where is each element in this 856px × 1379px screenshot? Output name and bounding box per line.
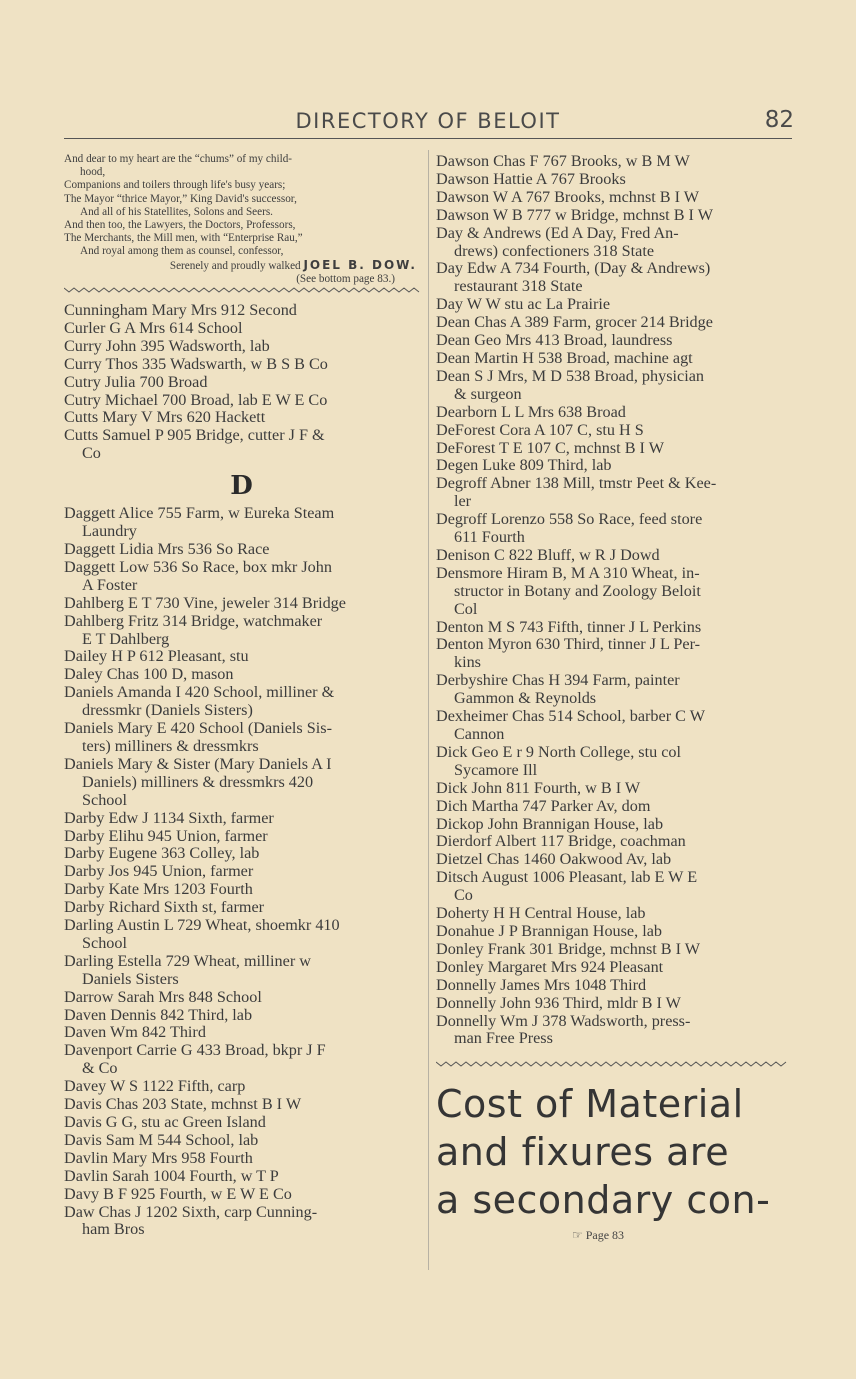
- directory-entry: [436, 905, 790, 923]
- entry-text: Dean S J Mrs, M D 538 Broad, physician: [436, 366, 704, 385]
- entry-text: Degen Luke 809 Third, lab: [436, 456, 612, 475]
- entry-text: Davenport Carrie G 433 Broad, bkpr J F: [64, 1041, 326, 1060]
- directory-entry: [436, 171, 790, 189]
- directory-entry: [64, 1078, 421, 1096]
- entry-text: Darby Eugene 363 Colley, lab: [64, 844, 260, 863]
- directory-entry: [64, 1042, 421, 1078]
- directory-list-d: [64, 505, 421, 1239]
- entry-text: Cutts Samuel P 905 Bridge, cutter J F &: [64, 426, 325, 445]
- entry-text: Daven Wm 842 Third: [64, 1023, 206, 1042]
- section-letter: D: [230, 471, 255, 502]
- poem-line: hood,: [80, 166, 106, 179]
- page-title: DIRECTORY OF BELOIT: [295, 109, 561, 133]
- directory-entry: [436, 636, 790, 672]
- entry-continuation: man Free Press: [454, 1029, 553, 1048]
- directory-entry: [64, 863, 421, 881]
- poem-line: And dear to my heart are the “chums” of my child-: [64, 153, 293, 165]
- entry-text: Daniels Mary & Sister (Mary Daniels A I: [64, 754, 332, 773]
- poem-line: The Mayor “thrice Mayor,” King David's successor,: [64, 192, 297, 205]
- entry-text: Dierdorf Albert 117 Bridge, coachman: [436, 832, 686, 851]
- entry-text: Dahlberg E T 730 Vine, jeweler 314 Bridge: [64, 593, 346, 612]
- entry-continuation: Daniels) milliners & dressmkrs 420: [82, 772, 314, 791]
- right-column: [436, 153, 790, 1243]
- entry-continuation: School: [82, 933, 127, 952]
- entry-text: Dailey H P 612 Pleasant, stu: [64, 647, 249, 666]
- entry-continuation: & Co: [82, 1059, 118, 1078]
- entry-continuation: restaurant 318 State: [454, 277, 583, 296]
- entry-text: Darby Kate Mrs 1203 Fourth: [64, 880, 253, 899]
- directory-entry: [64, 881, 421, 899]
- entry-text: Dearborn L L Mrs 638 Broad: [436, 402, 626, 421]
- entry-text: Daniels Mary E 420 School (Daniels Sis-: [64, 719, 332, 738]
- entry-text: Daggett Low 536 So Race, box mkr John: [64, 557, 332, 576]
- entry-continuation: Cannon: [454, 725, 505, 743]
- entry-text: Darby Edw J 1134 Sixth, farmer: [64, 808, 274, 827]
- entry-text: Darby Elihu 945 Union, farmer: [64, 826, 268, 845]
- directory-entry: [64, 595, 421, 613]
- entry-text: DeForest T E 107 C, mchnst B I W: [436, 438, 664, 457]
- directory-entry: [64, 1024, 421, 1042]
- directory-entry: [64, 1096, 421, 1114]
- entry-continuation: Co: [82, 444, 101, 463]
- directory-entry: [64, 1007, 421, 1025]
- entry-text: Daven Dennis 842 Third, lab: [64, 1005, 253, 1024]
- entry-text: Donnelly James Mrs 1048 Third: [436, 975, 647, 994]
- directory-entry: [436, 350, 790, 368]
- signature-prefix: Serenely and proudly walked: [169, 259, 301, 272]
- entry-text: Daggett Alice 755 Farm, w Eureka Steam: [64, 504, 335, 523]
- entry-text: Dick Geo E r 9 North College, stu col: [436, 742, 682, 761]
- directory-entry: [436, 547, 790, 565]
- entry-text: Day W W stu ac La Prairie: [436, 295, 611, 314]
- entry-text: Daw Chas J 1202 Sixth, carp Cunning-: [64, 1202, 318, 1221]
- entry-continuation: Daniels Sisters: [82, 969, 179, 988]
- entry-text: Dietzel Chas 1460 Oakwood Av, lab: [436, 850, 672, 869]
- entry-text: Davy B F 925 Fourth, w E W E Co: [64, 1184, 292, 1203]
- entry-text: Davis Chas 203 State, mchnst B I W: [64, 1095, 302, 1114]
- directory-entry: [436, 511, 790, 547]
- poem-note: (See bottom page 83.): [296, 272, 395, 285]
- entry-continuation: dressmkr (Daniels Sisters): [82, 701, 253, 720]
- directory-entry: [436, 457, 790, 475]
- directory-entry: [436, 941, 790, 959]
- entry-text: Daniels Amanda I 420 School, milliner &: [64, 683, 335, 702]
- directory-entry: [64, 1132, 421, 1150]
- poem-line: And royal among them as counsel, confessor,: [80, 245, 284, 258]
- directory-entry: [436, 619, 790, 637]
- directory-entry: [64, 338, 421, 356]
- entry-text: Derbyshire Chas H 394 Farm, painter: [436, 671, 680, 690]
- entry-text: Curry Thos 335 Wadswarth, w B S B Co: [64, 354, 328, 373]
- entry-text: Donley Margaret Mrs 924 Pleasant: [436, 957, 664, 976]
- entry-text: Donnelly John 936 Third, mldr B I W: [436, 993, 681, 1012]
- entry-text: Dickop John Brannigan House, lab: [436, 814, 664, 833]
- directory-entry: [436, 565, 790, 619]
- directory-entry: [64, 409, 421, 427]
- directory-entry: [64, 1168, 421, 1186]
- directory-entry: [436, 798, 790, 816]
- entry-continuation: kins: [454, 653, 481, 672]
- entry-text: Donley Frank 301 Bridge, mchnst B I W: [436, 939, 701, 958]
- directory-entry: [436, 923, 790, 941]
- directory-entry: [64, 989, 421, 1007]
- directory-entry: [64, 666, 421, 684]
- ad-line-1: Cost of Material: [436, 1082, 744, 1127]
- entry-continuation: Gammon & Reynolds: [454, 689, 597, 708]
- decorative-divider: [64, 286, 421, 294]
- entry-continuation: structor in Botany and Zoology Beloit: [454, 581, 701, 600]
- entry-continuation: ters) milliners & dressmkrs: [82, 736, 259, 755]
- entry-text: Cutry Michael 700 Broad, lab E W E Co: [64, 390, 328, 409]
- entry-text: Donahue J P Brannigan House, lab: [436, 921, 662, 940]
- entry-text: Dawson Hattie A 767 Brooks: [436, 169, 626, 188]
- entry-continuation: drews) confectioners 318 State: [454, 241, 655, 260]
- directory-entry: [436, 314, 790, 332]
- directory-entry: [436, 260, 790, 296]
- entry-text: Cutts Mary V Mrs 620 Hackett: [64, 408, 266, 427]
- entry-text: Curler G A Mrs 614 School: [64, 318, 243, 337]
- entry-text: Daggett Lidia Mrs 536 So Race: [64, 540, 270, 558]
- entry-text: Cutry Julia 700 Broad: [64, 372, 208, 391]
- directory-entry: [436, 744, 790, 780]
- entry-text: Daley Chas 100 D, mason: [64, 665, 234, 684]
- entry-text: Day & Andrews (Ed A Day, Fred An-: [436, 223, 679, 242]
- entry-text: Degroff Lorenzo 558 So Race, feed store: [436, 510, 703, 529]
- directory-entry: [436, 404, 790, 422]
- directory-entry: [64, 917, 421, 953]
- directory-entry: [64, 505, 421, 541]
- directory-list-right: [436, 153, 790, 1048]
- directory-entry: [64, 356, 421, 374]
- entry-text: Dean Chas A 389 Farm, grocer 214 Bridge: [436, 313, 713, 332]
- directory-entry: [64, 1150, 421, 1168]
- entry-text: Dawson Chas F 767 Brooks, w B M W: [436, 152, 690, 170]
- directory-entry: [436, 189, 790, 207]
- entry-text: Dexheimer Chas 514 School, barber C W: [436, 707, 705, 726]
- ad-line-3: a secondary con-: [436, 1178, 771, 1223]
- entry-text: Dich Martha 747 Parker Av, dom: [436, 796, 651, 815]
- entry-text: Dean Martin H 538 Broad, machine agt: [436, 348, 693, 367]
- directory-entry: [64, 613, 421, 649]
- directory-entry: [64, 541, 421, 559]
- entry-text: Darling Estella 729 Wheat, milliner w: [64, 951, 311, 970]
- directory-entry: [64, 392, 421, 410]
- entry-text: Day Edw A 734 Fourth, (Day & Andrews): [436, 259, 711, 278]
- entry-text: Davlin Mary Mrs 958 Fourth: [64, 1148, 253, 1167]
- directory-entry: [436, 869, 790, 905]
- entry-text: Dahlberg Fritz 314 Bridge, watchmaker: [64, 611, 323, 630]
- directory-entry: [436, 422, 790, 440]
- directory-entry: [64, 953, 421, 989]
- directory-entry: [64, 1186, 421, 1204]
- directory-entry: [436, 780, 790, 798]
- entry-text: Darby Richard Sixth st, farmer: [64, 898, 265, 917]
- entry-text: Denton M S 743 Fifth, tinner J L Perkins: [436, 617, 702, 636]
- poem-block: [64, 153, 421, 286]
- decorative-divider-right: [436, 1060, 790, 1068]
- entry-text: Dick John 811 Fourth, w B I W: [436, 778, 641, 797]
- left-column: [64, 153, 421, 1239]
- ad-footnote: Page 83: [585, 1228, 625, 1243]
- directory-list-c: [64, 302, 421, 463]
- entry-continuation: Co: [454, 886, 473, 905]
- entry-text: Densmore Hiram B, M A 310 Wheat, in-: [436, 563, 700, 582]
- directory-entry: [436, 153, 790, 171]
- directory-entry: [64, 302, 421, 320]
- directory-entry: [64, 684, 421, 720]
- directory-entry: [64, 1114, 421, 1132]
- header-rule: [64, 138, 792, 139]
- entry-continuation: 611 Fourth: [454, 528, 525, 547]
- entry-continuation: Sycamore Ill: [454, 760, 538, 779]
- column-divider: [428, 150, 429, 1270]
- entry-text: Dean Geo Mrs 413 Broad, laundress: [436, 331, 673, 350]
- directory-entry: [64, 427, 421, 463]
- directory-entry: [436, 475, 790, 511]
- directory-entry: [436, 672, 790, 708]
- directory-entry: [64, 648, 421, 666]
- entry-continuation: ler: [454, 492, 472, 511]
- entry-text: Cunningham Mary Mrs 912 Second: [64, 301, 297, 320]
- entry-text: Denton Myron 630 Third, tinner J L Per-: [436, 635, 701, 654]
- entry-continuation: School: [82, 790, 127, 809]
- entry-text: DeForest Cora A 107 C, stu H S: [436, 420, 644, 439]
- entry-text: Darby Jos 945 Union, farmer: [64, 862, 254, 881]
- directory-entry: [64, 720, 421, 756]
- directory-entry: [436, 296, 790, 314]
- poem-lines: [64, 153, 421, 259]
- directory-entry: [436, 977, 790, 995]
- poem-line: The Merchants, the Mill men, with “Enterprise Rau,”: [64, 232, 303, 245]
- directory-entry: [436, 816, 790, 834]
- directory-entry: [64, 320, 421, 338]
- signature-name: JOEL B. DOW.: [303, 257, 417, 272]
- entry-continuation: Col: [454, 599, 478, 618]
- directory-entry: [436, 995, 790, 1013]
- entry-continuation: A Foster: [82, 575, 138, 594]
- directory-entry: [436, 833, 790, 851]
- entry-text: Davis G G, stu ac Green Island: [64, 1113, 266, 1131]
- poem-line: Companions and toilers through life's busy years;: [64, 179, 286, 192]
- directory-entry: [64, 899, 421, 917]
- entry-continuation: ham Bros: [82, 1220, 145, 1239]
- page-number: 82: [764, 107, 794, 133]
- poem-line: And then too, the Lawyers, the Doctors, Professors,: [64, 219, 296, 232]
- advertisement: [436, 1080, 790, 1243]
- entry-continuation: & surgeon: [454, 384, 522, 403]
- directory-entry: [64, 828, 421, 846]
- entry-text: Dawson W B 777 w Bridge, mchnst B I W: [436, 205, 713, 224]
- poem-line: And all of his Statellites, Solons and Seers.: [80, 205, 273, 218]
- entry-text: Donnelly Wm J 378 Wadsworth, press-: [436, 1011, 691, 1030]
- entry-text: Degroff Abner 138 Mill, tmstr Peet & Kee-: [436, 474, 717, 493]
- directory-entry: [436, 368, 790, 404]
- directory-entry: [64, 374, 421, 392]
- directory-entry: [64, 810, 421, 828]
- ad-page-reference: [436, 1228, 790, 1243]
- entry-text: Davis Sam M 544 School, lab: [64, 1130, 259, 1149]
- directory-entry: [64, 1204, 421, 1240]
- directory-entry: [436, 332, 790, 350]
- directory-entry: [436, 207, 790, 225]
- entry-continuation: Laundry: [82, 522, 137, 541]
- entry-text: Davlin Sarah 1004 Fourth, w T P: [64, 1166, 279, 1185]
- directory-entry: [436, 1013, 790, 1049]
- directory-entry: [436, 440, 790, 458]
- pointing-hand-icon: ☞: [571, 1228, 586, 1243]
- entry-text: Dawson W A 767 Brooks, mchnst B I W: [436, 187, 700, 206]
- entry-text: Darling Austin L 729 Wheat, shoemkr 410: [64, 916, 340, 935]
- directory-entry: [64, 559, 421, 595]
- directory-entry: [436, 225, 790, 261]
- ad-line-2: and fixures are: [436, 1130, 730, 1175]
- directory-entry: [436, 708, 790, 744]
- entry-text: Davey W S 1122 Fifth, carp: [64, 1077, 246, 1096]
- entry-continuation: E T Dahlberg: [82, 629, 170, 648]
- directory-entry: [64, 756, 421, 810]
- poem-signature: [64, 259, 421, 273]
- entry-text: Darrow Sarah Mrs 848 School: [64, 987, 262, 1006]
- entry-text: Ditsch August 1006 Pleasant, lab E W E: [436, 868, 698, 887]
- directory-entry: [436, 959, 790, 977]
- directory-entry: [436, 851, 790, 869]
- entry-text: Curry John 395 Wadsworth, lab: [64, 336, 270, 355]
- entry-text: Doherty H H Central House, lab: [436, 904, 646, 923]
- entry-text: Denison C 822 Bluff, w R J Dowd: [436, 545, 660, 564]
- directory-entry: [64, 845, 421, 863]
